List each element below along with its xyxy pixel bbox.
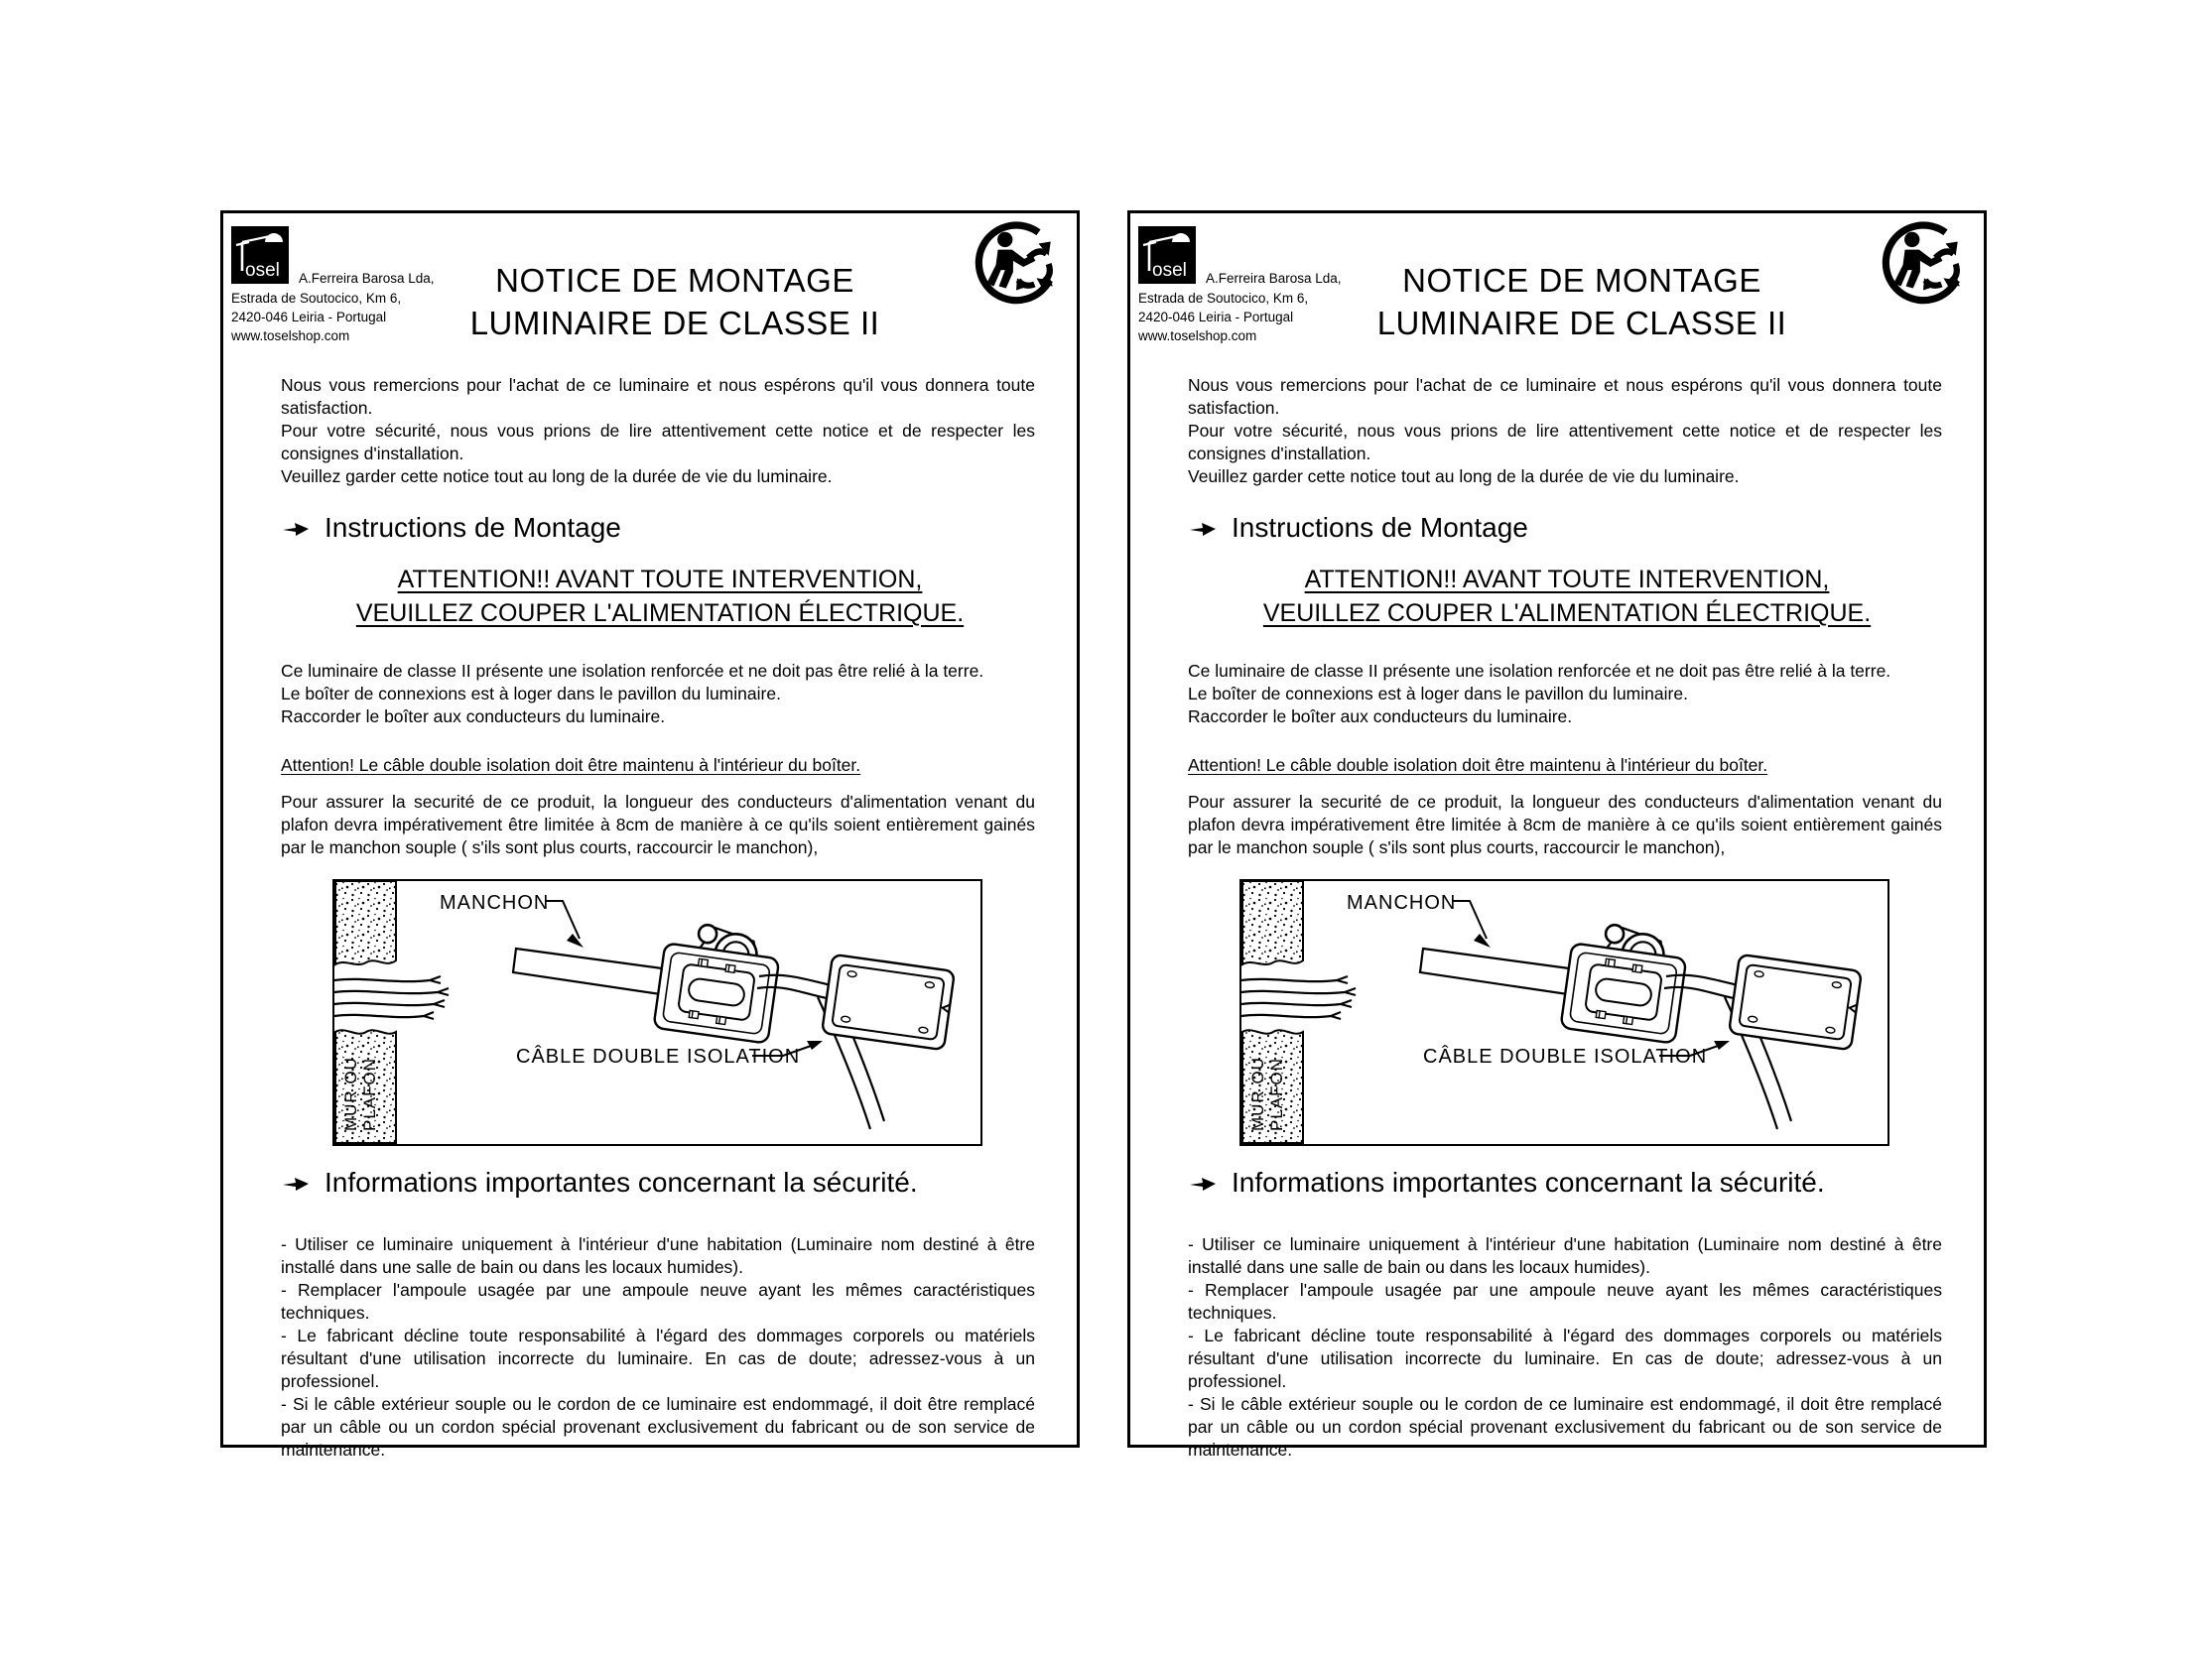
intro-paragraph: [281, 374, 1035, 488]
sleeve-tube: [1420, 949, 1584, 996]
power-warning: [313, 563, 1007, 630]
page-title: [1259, 259, 1904, 344]
wall-label: [341, 1057, 379, 1131]
safety-heading: [1190, 1166, 1825, 1200]
safety-item: - Remplacer l'ampoule usagée par une ampoule neuve ayant les mêmes caractéristiques techniques.: [281, 1280, 1035, 1323]
notice-page-right: [1127, 210, 1987, 1460]
address-line-1: Estrada de Soutocico, Km 6,: [1138, 291, 1309, 306]
connection-box: [653, 920, 782, 1044]
triman-recycling-icon: [972, 219, 1063, 311]
sleeve-label: MANCHON: [440, 892, 550, 914]
installation-diagram: [332, 879, 982, 1146]
connection-box: [1560, 920, 1689, 1044]
cable-attention-note: Attention! Le câble double isolation doit être maintenu à l'intérieur du boîter.: [281, 755, 861, 775]
safety-item: - Le fabricant décline toute responsabilité à l'égard des dommages corporels ou matériels résultant d'une utilisation incorrecte du luminaire. En cas de doute; adressez-vous à un professionel.: [281, 1326, 1035, 1391]
tosel-lamp-logo: [231, 226, 289, 284]
address-line-2: 2420-046 Leiria - Portugal: [1138, 310, 1294, 324]
safety-item: - Si le câble extérieur souple ou le cordon de ce luminaire est endommagé, il doit être remplacé par un câble ou un cordon spécial provenant exclusivement du fabricant ou de son service de maintenance.: [281, 1394, 1035, 1460]
wall-label: [1248, 1057, 1286, 1131]
cable-leader-arrowhead: [807, 1041, 823, 1050]
cover-plate: [822, 955, 955, 1050]
arrow-right-icon: [1190, 520, 1216, 537]
safety-heading-label: Informations importantes concernant la sécurité.: [325, 1167, 918, 1198]
warning-line-1: ATTENTION!! AVANT TOUTE INTERVENTION,: [397, 566, 923, 593]
title-line-2: LUMINAIRE DE CLASSE II: [1376, 305, 1787, 341]
wall-label-line-1: MUR OU: [341, 1057, 360, 1131]
safety-heading-label: Informations importantes concernant la sécurité.: [1232, 1167, 1825, 1198]
intro-line-1: Nous vous remercions pour l'achat de ce luminaire et nous espérons qu'il vous donnera toute satisfaction.: [281, 375, 1035, 418]
company-website: www.toselshop.com: [1138, 328, 1257, 343]
safety-item: - Remplacer l'ampoule usagée par une ampoule neuve ayant les mêmes caractéristiques techniques.: [1188, 1280, 1942, 1323]
sleeve-leader-arrowhead: [1474, 934, 1491, 948]
intro-line-3: Veuillez garder cette notice tout au long de la durée de vie du luminaire.: [281, 466, 833, 486]
sleeve-leader-line: [545, 901, 580, 939]
safety-list: [281, 1233, 1035, 1462]
page-title: [352, 259, 997, 344]
warning-line-2: VEUILLEZ COUPER L'ALIMENTATION ÉLECTRIQUE.: [1262, 599, 1872, 627]
title-line-1: NOTICE DE MONTAGE: [495, 262, 854, 299]
intro-line-1: Nous vous remercions pour l'achat de ce luminaire et nous espérons qu'il vous donnera toute satisfaction.: [1188, 375, 1942, 418]
title-line-2: LUMINAIRE DE CLASSE II: [469, 305, 880, 341]
montage-line-1: Ce luminaire de classe II présente une isolation renforcée et ne doit pas être relié à la terre.: [281, 661, 984, 681]
installation-diagram: [1239, 879, 1889, 1146]
montage-heading-label: Instructions de Montage: [325, 512, 621, 543]
montage-line-2: Le boîter de connexions est à loger dans le pavillon du luminaire.: [1188, 684, 1688, 703]
safety-item: - Utiliser ce luminaire uniquement à l'intérieur d'une habitation (Luminaire nom destiné à être installé dans une salle de bain ou dans les locaux humides).: [1188, 1234, 1942, 1277]
sleeve-tube: [513, 949, 677, 996]
montage-heading: [1190, 511, 1528, 545]
notice-page-left: [220, 210, 1080, 1460]
installation-diagram-drawing: [1241, 881, 1887, 1144]
company-website: www.toselshop.com: [231, 328, 350, 343]
sleeve-leader-arrowhead: [567, 934, 584, 948]
power-warning: [1220, 563, 1914, 630]
tosel-lamp-logo: [1138, 226, 1196, 284]
montage-heading-label: Instructions de Montage: [1232, 512, 1528, 543]
montage-line-3: Raccorder le boîter aux conducteurs du luminaire.: [1188, 706, 1573, 726]
safety-item: - Si le câble extérieur souple ou le cordon de ce luminaire est endommagé, il doit être remplacé par un câble ou un cordon spécial provenant exclusivement du fabricant ou de son service de maintenance.: [1188, 1394, 1942, 1460]
company-name: A.Ferreira Barosa Lda,: [299, 271, 435, 286]
wall-label-line-2: PLAFON: [360, 1057, 379, 1131]
cable-label: CÂBLE DOUBLE ISOLATION: [516, 1046, 801, 1068]
logo-wordmark: osel: [245, 260, 280, 281]
title-line-1: NOTICE DE MONTAGE: [1402, 262, 1761, 299]
supply-wires: [334, 976, 449, 1019]
safety-item: - Utiliser ce luminaire uniquement à l'intérieur d'une habitation (Luminaire nom destiné à être installé dans une salle de bain ou dans les locaux humides).: [281, 1234, 1035, 1277]
cable-attention-note: Attention! Le câble double isolation doit être maintenu à l'intérieur du boîter.: [1188, 755, 1768, 775]
safety-list: [1188, 1233, 1942, 1462]
montage-heading: [283, 511, 621, 545]
intro-line-2: Pour votre sécurité, nous vous prions de lire attentivement cette notice et de respecter les consignes d'installation.: [1188, 421, 1942, 463]
intro-paragraph: [1188, 374, 1942, 488]
logo-wordmark: osel: [1152, 260, 1187, 281]
montage-line-2: Le boîter de connexions est à loger dans le pavillon du luminaire.: [281, 684, 781, 703]
address-line-1: Estrada de Soutocico, Km 6,: [231, 291, 402, 306]
installation-diagram-drawing: [334, 881, 980, 1144]
supply-wires: [1241, 976, 1356, 1019]
cable-label: CÂBLE DOUBLE ISOLATION: [1423, 1046, 1708, 1068]
intro-line-2: Pour votre sécurité, nous vous prions de lire attentivement cette notice et de respecter les consignes d'installation.: [281, 421, 1035, 463]
safety-item: - Le fabricant décline toute responsabilité à l'égard des dommages corporels ou matériels résultant d'une utilisation incorrecte du luminaire. En cas de doute; adressez-vous à un professionel.: [1188, 1326, 1942, 1391]
montage-line-1: Ce luminaire de classe II présente une isolation renforcée et ne doit pas être relié à la terre.: [1188, 661, 1891, 681]
safety-heading: [283, 1166, 918, 1200]
wall-label-line-1: MUR OU: [1248, 1057, 1267, 1131]
wall-label-line-2: PLAFON: [1267, 1057, 1286, 1131]
warning-line-2: VEUILLEZ COUPER L'ALIMENTATION ÉLECTRIQUE.: [355, 599, 965, 627]
company-name: A.Ferreira Barosa Lda,: [1206, 271, 1342, 286]
montage-line-3: Raccorder le boîter aux conducteurs du luminaire.: [281, 706, 666, 726]
conductor-length-paragraph: Pour assurer la securité de ce produit, la longueur des conducteurs d'alimentation venant du plafon devra impérativement être limitée à 8cm de manière à ce qu'ils soient entièrement gainés par le manchon souple ( s'ils sont plus courts, raccourcir le manchon),: [1188, 792, 1942, 857]
arrow-right-icon: [283, 520, 309, 537]
montage-instructions: [281, 660, 1035, 728]
triman-recycling-icon: [1879, 219, 1970, 311]
sleeve-leader-line: [1452, 901, 1487, 939]
warning-line-1: ATTENTION!! AVANT TOUTE INTERVENTION,: [1304, 566, 1830, 593]
cover-plate: [1729, 955, 1862, 1050]
address-line-2: 2420-046 Leiria - Portugal: [231, 310, 387, 324]
intro-line-3: Veuillez garder cette notice tout au long de la durée de vie du luminaire.: [1188, 466, 1740, 486]
conductor-length-paragraph: Pour assurer la securité de ce produit, la longueur des conducteurs d'alimentation venant du plafon devra impérativement être limitée à 8cm de manière à ce qu'ils soient entièrement gainés par le manchon souple ( s'ils sont plus courts, raccourcir le manchon),: [281, 792, 1035, 857]
arrow-right-icon: [1190, 1175, 1216, 1192]
montage-instructions: [1188, 660, 1942, 728]
arrow-right-icon: [283, 1175, 309, 1192]
sleeve-label: MANCHON: [1347, 892, 1457, 914]
cable-leader-arrowhead: [1714, 1041, 1730, 1050]
